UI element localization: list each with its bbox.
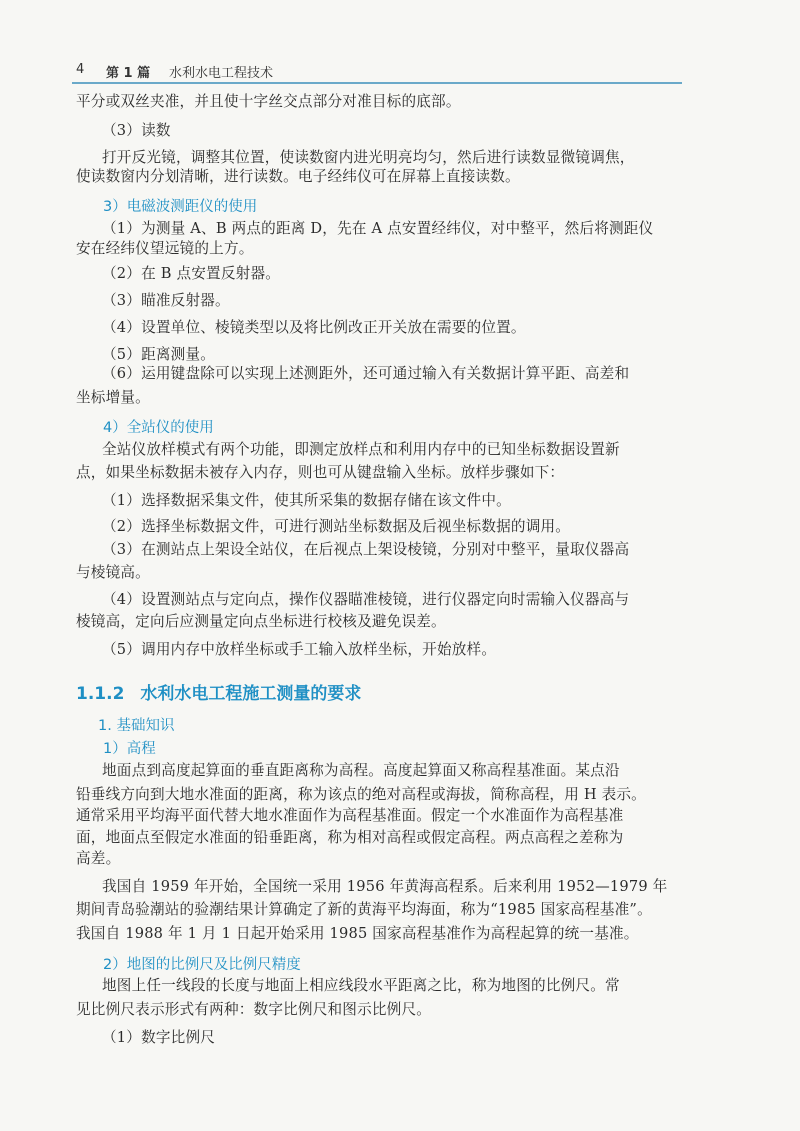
list-item: （1）选择数据采集文件，使其所采集的数据存储在该文件中。 — [102, 492, 511, 509]
subheading-elevation: 1）高程 — [103, 741, 156, 757]
subheading-total-station: 4）全站仪的使用 — [103, 420, 214, 436]
text-line: 期间青岛验潮站的验潮结果计算确定了新的黄海平均海面，称为“1985 国家高程基准”。 — [76, 901, 652, 918]
text-line: 面，地面点至假定水准面的铅垂距离，称为相对高程或假定高程。两点高程之差称为 — [76, 829, 624, 846]
list-item: （2）在 B 点安置反射器。 — [102, 265, 281, 282]
list-item: （5）距离测量。 — [102, 346, 216, 363]
text-line: 我国自 1959 年开始，全国统一采用 1956 年黄海高程系。后来利用 1952—1979 年 — [102, 878, 668, 895]
text-line: 安在经纬仪望远镜的上方。 — [76, 240, 254, 257]
header-title: 水利水电工程技术 — [169, 66, 274, 81]
text-line: 我国自 1988 年 1 月 1 日起开始采用 1985 国家高程基准作为高程起算的统一基准。 — [76, 925, 639, 942]
text-line: 平分或双丝夹准，并且使十字丝交点部分对准目标的底部。 — [76, 93, 461, 110]
text-line: 点，如果坐标数据未被存入内存，则也可从键盘输入坐标。放样步骤如下： — [76, 464, 565, 481]
text-line: 使读数窗内分划清晰，进行读数。电子经纬仪可在屏幕上直接读数。 — [76, 168, 520, 185]
text-line: 坐标增量。 — [76, 389, 150, 406]
header-rule — [72, 82, 682, 84]
list-item: （3）在测站点上架设全站仪，在后视点上架设棱镜，分别对中整平，量取仪器高 — [102, 541, 630, 558]
list-item: （1）为测量 A、B 两点的距离 D，先在 A 点安置经纬仪，对中整平，然后将测距仪 — [102, 220, 654, 237]
text-line: 打开反光镜，调整其位置，使读数窗内进光明亮均匀，然后进行读数显微镜调焦， — [102, 149, 635, 166]
list-item: （2）选择坐标数据文件，可进行测站坐标数据及后视坐标数据的调用。 — [102, 518, 571, 535]
text-line: 地面点到高度起算面的垂直距离称为高程。高度起算面又称高程基准面。某点沿 — [102, 762, 620, 779]
subheading-map-scale: 2）地图的比例尺及比例尺精度 — [103, 957, 301, 973]
section-title: 水利水电工程施工测量的要求 — [140, 684, 362, 704]
list-item: （5）调用内存中放样坐标或手工输入放样坐标，开始放样。 — [102, 641, 497, 658]
running-header — [76, 60, 680, 82]
text-line: 通常采用平均海平面代替大地水准面作为高程基准面。假定一个水准面作为高程基准 — [76, 807, 624, 824]
text-line: 见比例尺表示形式有两种：数字比例尺和图示比例尺。 — [76, 1001, 432, 1018]
text-line: 棱镜高，定向后应测量定向点坐标进行校核及避免误差。 — [76, 613, 446, 630]
section-heading — [76, 679, 361, 704]
page-number: 4 — [76, 62, 85, 77]
text-line: 全站仪放样模式有两个功能，即测定放样点和利用内存中的已知坐标数据设置新 — [102, 441, 620, 458]
part-label: 第 1 篇 — [106, 66, 151, 81]
list-item: （3）瞄准反射器。 — [102, 292, 230, 309]
section-number: 1.1.2 — [76, 684, 125, 704]
list-item: （3）读数 — [102, 122, 171, 139]
list-item: （4）设置单位、棱镜类型以及将比例改正开关放在需要的位置。 — [102, 319, 526, 336]
list-item: （6）运用键盘除可以实现上述测距外，还可通过输入有关数据计算平距、高差和 — [102, 365, 630, 382]
text-line: 高差。 — [76, 850, 121, 867]
text-line: 地图上任一线段的长度与地面上相应线段水平距离之比，称为地图的比例尺。常 — [102, 977, 620, 994]
text-line: 与棱镜高。 — [76, 564, 150, 581]
subheading-edm: 3）电磁波测距仪的使用 — [103, 199, 258, 215]
list-item: （1）数字比例尺 — [102, 1029, 216, 1046]
subheading-basics: 1. 基础知识 — [98, 718, 175, 734]
list-item: （4）设置测站点与定向点，操作仪器瞄准棱镜，进行仪器定向时需输入仪器高与 — [102, 591, 630, 608]
text-line: 铅垂线方向到大地水准面的距离，称为该点的绝对高程或海拔，简称高程，用 H 表示。 — [76, 786, 646, 803]
